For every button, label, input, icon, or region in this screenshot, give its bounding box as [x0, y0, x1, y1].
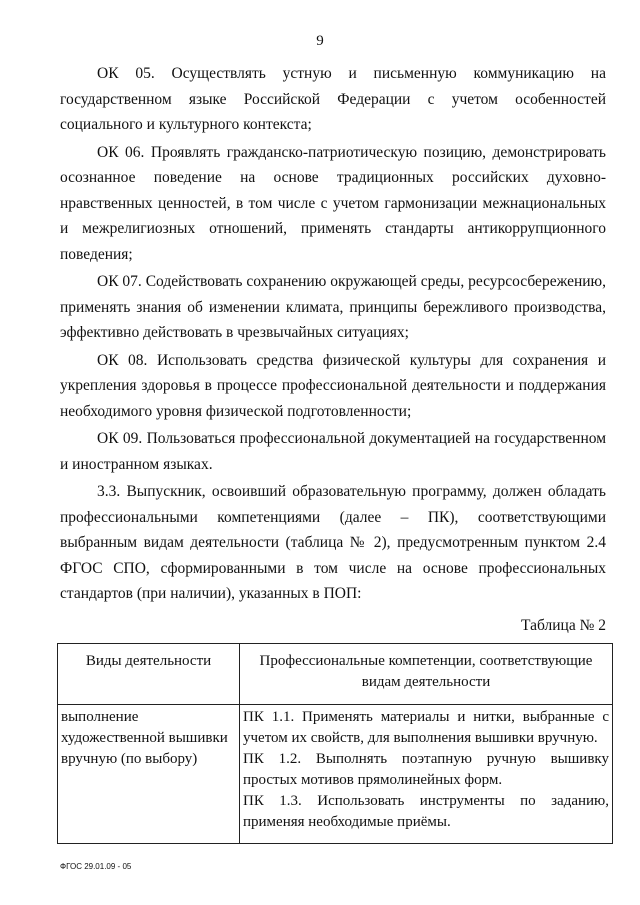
- page-number: 9: [316, 33, 324, 49]
- competence-pk-1-1: ПК 1.1. Применять материалы и нитки, выбранные с учетом их свойств, для выполнения вышивки вручную.: [243, 709, 609, 746]
- paragraph-ok06: ОК 06. Проявлять гражданско-патриотическую позицию, демонстрировать осознанное поведение на основе традиционных российских духовно-нравственных ценностей, в том числе с учетом гармонизации межнациональных и межрелигиозных отношений, применять стандарты антикоррупционного поведения;: [60, 143, 606, 263]
- header-competences: Профессиональные компетенции, соответствующие видам деятельности: [240, 644, 613, 705]
- document-body: [60, 61, 609, 844]
- table-header-row: [58, 644, 613, 705]
- paragraph-ok05: ОК 05. Осуществлять устную и письменную коммуникацию на государственном языке Российской Федерации с учетом особенностей социального и культурного контекста;: [60, 65, 606, 133]
- competences-cell: [240, 705, 613, 844]
- activity-cell: выполнение художественной вышивки вручную (по выбору): [58, 705, 240, 844]
- paragraph-3-3: 3.3. Выпускник, освоивший образовательную программу, должен обладать профессиональными компетенциями (далее – ПК), соответствующими выбранным видам деятельности (таблица № 2), предусмотренным пунктом 2.4 ФГОС СПО, сформированными в том числе на основе профессиональных стандартов (при наличии), указанных в ПОП:: [60, 483, 606, 602]
- table-caption: Таблица № 2: [521, 616, 606, 634]
- competence-pk-1-2: ПК 1.2. Выполнять поэтапную ручную вышивку простых мотивов прямолинейных форм.: [243, 751, 609, 788]
- paragraph-ok08: ОК 08. Использовать средства физической культуры для сохранения и укрепления здоровья в процессе профессиональной деятельности и поддержания необходимого уровня физической подготовленности;: [60, 351, 606, 420]
- footer-code: ФГОС 29.01.09 - 05: [60, 862, 132, 871]
- table-row: [58, 705, 613, 844]
- competences-table: [57, 643, 613, 844]
- paragraph-ok07: ОК 07. Содействовать сохранению окружающей среды, ресурсосбережению, применять знания об изменении климата, принципы бережливого производства, эффективно действовать в чрезвычайных ситуациях;: [60, 273, 606, 341]
- paragraph-ok09: ОК 09. Пользоваться профессиональной документацией на государственном и иностранном языках.: [60, 430, 606, 473]
- competence-pk-1-3: ПК 1.3. Использовать инструменты по заданию, применяя необходимые приёмы.: [243, 793, 609, 830]
- header-activity: Виды деятельности: [58, 644, 240, 705]
